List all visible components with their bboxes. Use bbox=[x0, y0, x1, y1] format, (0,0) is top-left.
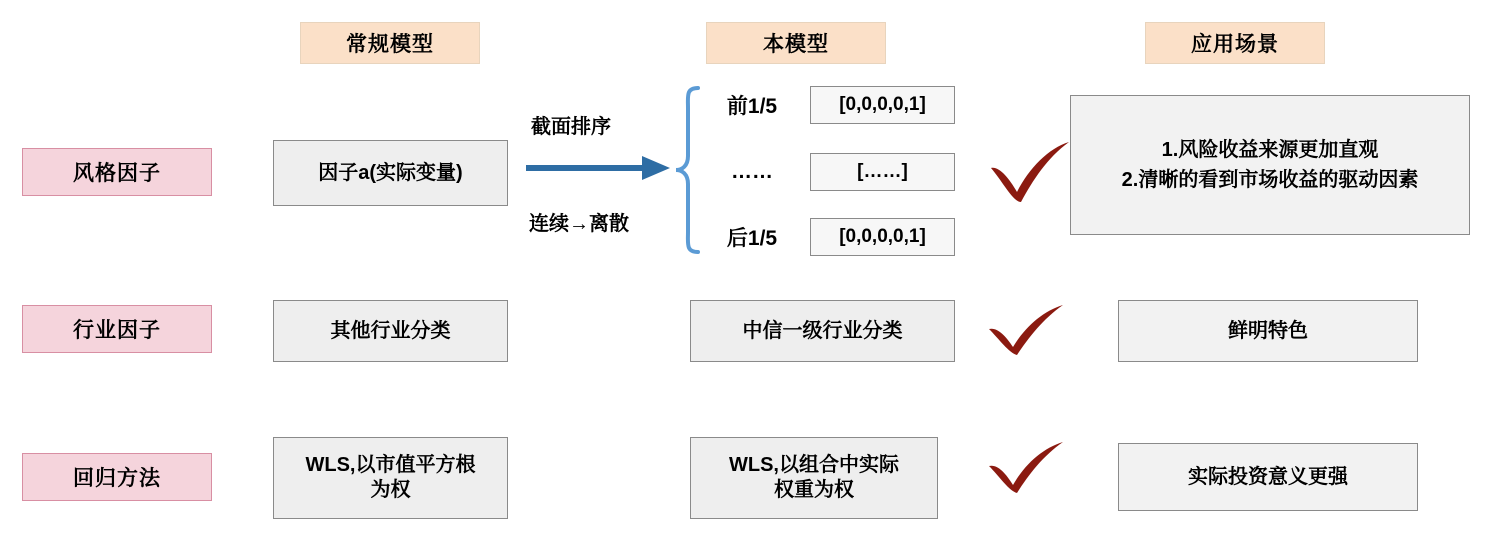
group-name-ellipsis: …… bbox=[731, 160, 773, 183]
this-model-industry-factor-box bbox=[690, 300, 955, 362]
application-industry-factor-box bbox=[1118, 300, 1418, 362]
conventional-regression-line-1: WLS,以市值平方根 bbox=[305, 454, 476, 476]
conventional-style-factor-box bbox=[273, 140, 508, 206]
group-vector-ellipsis: [……] bbox=[810, 153, 955, 191]
group-name-top-quintile: 前1/5 bbox=[726, 95, 778, 118]
application-industry-factor-text: 鲜明特色 bbox=[1228, 319, 1308, 342]
check-icon-style-factor bbox=[985, 140, 1073, 206]
group-name-bottom-quintile: 后1/5 bbox=[726, 227, 778, 250]
row-label-regression-method-text: 回归方法 bbox=[73, 467, 161, 490]
column-header-application bbox=[1145, 22, 1325, 64]
check-icon-industry-factor bbox=[985, 305, 1065, 357]
this-model-regression-box bbox=[690, 437, 938, 519]
column-header-this-model bbox=[706, 22, 886, 64]
conventional-industry-factor-box bbox=[273, 300, 508, 362]
row-label-style-factor-text: 风格因子 bbox=[73, 162, 161, 185]
row-label-industry-factor-text: 行业因子 bbox=[73, 319, 161, 342]
conventional-style-factor-text: 因子a(实际变量) bbox=[318, 161, 463, 184]
row-label-style-factor bbox=[22, 148, 212, 196]
row-label-industry-factor bbox=[22, 305, 212, 353]
check-icon-regression-method bbox=[985, 440, 1065, 496]
column-header-application-label: 应用场景 bbox=[1191, 33, 1279, 56]
application-style-factor-line-2: 2.清晰的看到市场收益的驱动因素 bbox=[1121, 169, 1419, 191]
arrow-label-top: 截面排序 bbox=[531, 116, 611, 138]
conventional-regression-line-2: 为权 bbox=[370, 479, 411, 501]
group-brace-icon bbox=[674, 86, 700, 254]
arrow-label-bottom: 连续→离散 bbox=[529, 213, 629, 235]
column-header-conventional bbox=[300, 22, 480, 64]
row-label-regression-method bbox=[22, 453, 212, 501]
conventional-industry-factor-text: 其他行业分类 bbox=[330, 319, 451, 342]
this-model-regression-line-2: 权重为权 bbox=[774, 479, 854, 501]
group-vector-top-quintile: [0,0,0,0,1] bbox=[810, 86, 955, 124]
this-model-regression-line-1: WLS,以组合中实际 bbox=[729, 454, 899, 476]
column-header-conventional-label: 常规模型 bbox=[346, 33, 434, 56]
group-vector-bottom-quintile: [0,0,0,0,1] bbox=[810, 218, 955, 256]
this-model-industry-factor-text: 中信一级行业分类 bbox=[742, 319, 903, 342]
application-style-factor-box bbox=[1070, 95, 1470, 235]
column-header-this-model-label: 本模型 bbox=[763, 33, 829, 56]
transform-arrow-icon bbox=[524, 150, 674, 190]
application-regression-box bbox=[1118, 443, 1418, 511]
conventional-regression-box bbox=[273, 437, 508, 519]
application-style-factor-line-1: 1.风险收益来源更加直观 bbox=[1161, 139, 1379, 161]
application-regression-text: 实际投资意义更强 bbox=[1188, 465, 1348, 488]
